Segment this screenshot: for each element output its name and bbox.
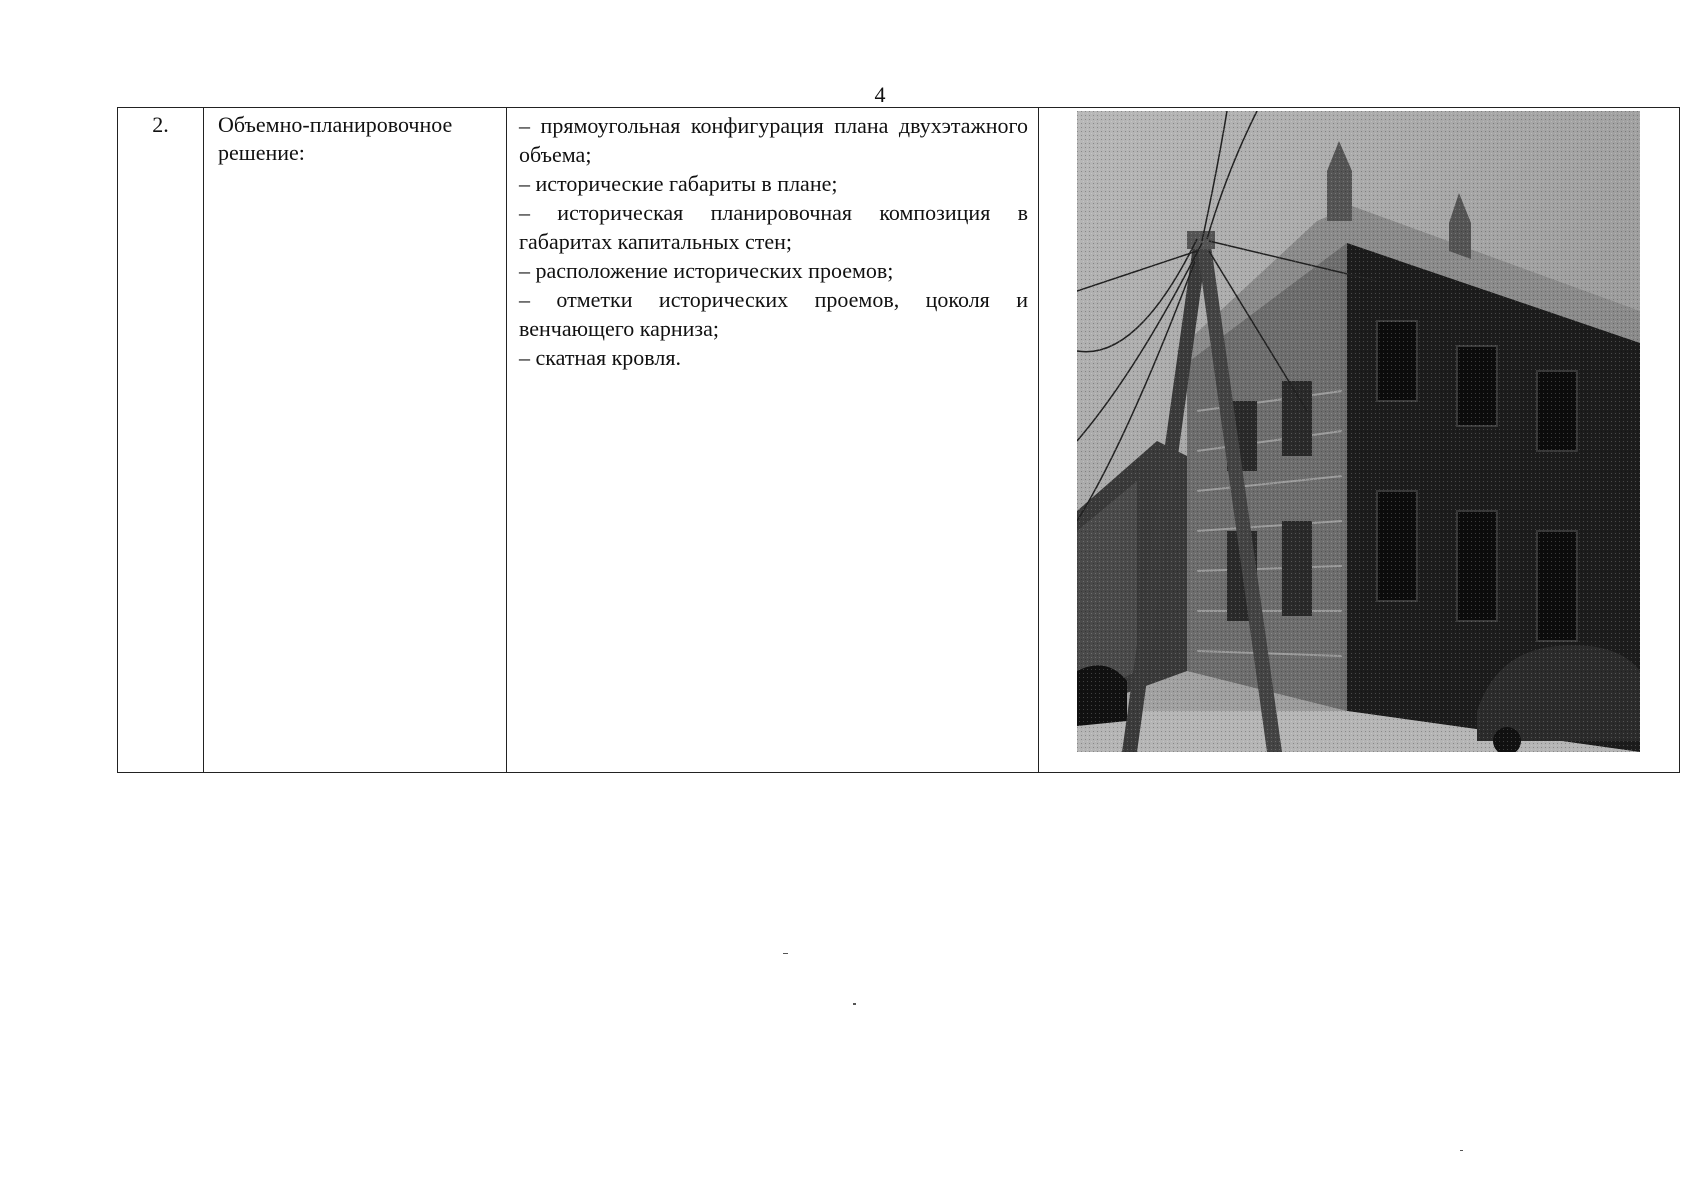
list-item: – прямоугольная конфигурация плана двухэтажного объема;: [519, 113, 1028, 167]
list-item: – расположение исторических проемов;: [519, 258, 894, 283]
table-row: [118, 108, 1680, 773]
list-item: – исторические габариты в плане;: [519, 171, 838, 196]
list-item: – скатная кровля.: [519, 345, 681, 370]
scan-speck: [853, 1003, 856, 1005]
page-number: 4: [874, 82, 886, 107]
building-photo: [1077, 111, 1640, 752]
row-title: Объемно-планировочное решение:: [204, 108, 507, 773]
scan-speck: [1460, 1150, 1463, 1151]
feature-table: [117, 107, 1680, 773]
scan-speck: [783, 953, 788, 954]
row-description: [507, 108, 1039, 773]
photo-cell: [1039, 108, 1680, 773]
row-number: 2.: [118, 108, 204, 773]
list-item: – отметки исторических проемов, цоколя и венчающего карниза;: [519, 287, 1028, 341]
list-item: – историческая планировочная композиция в габаритах капитальных стен;: [519, 200, 1028, 254]
